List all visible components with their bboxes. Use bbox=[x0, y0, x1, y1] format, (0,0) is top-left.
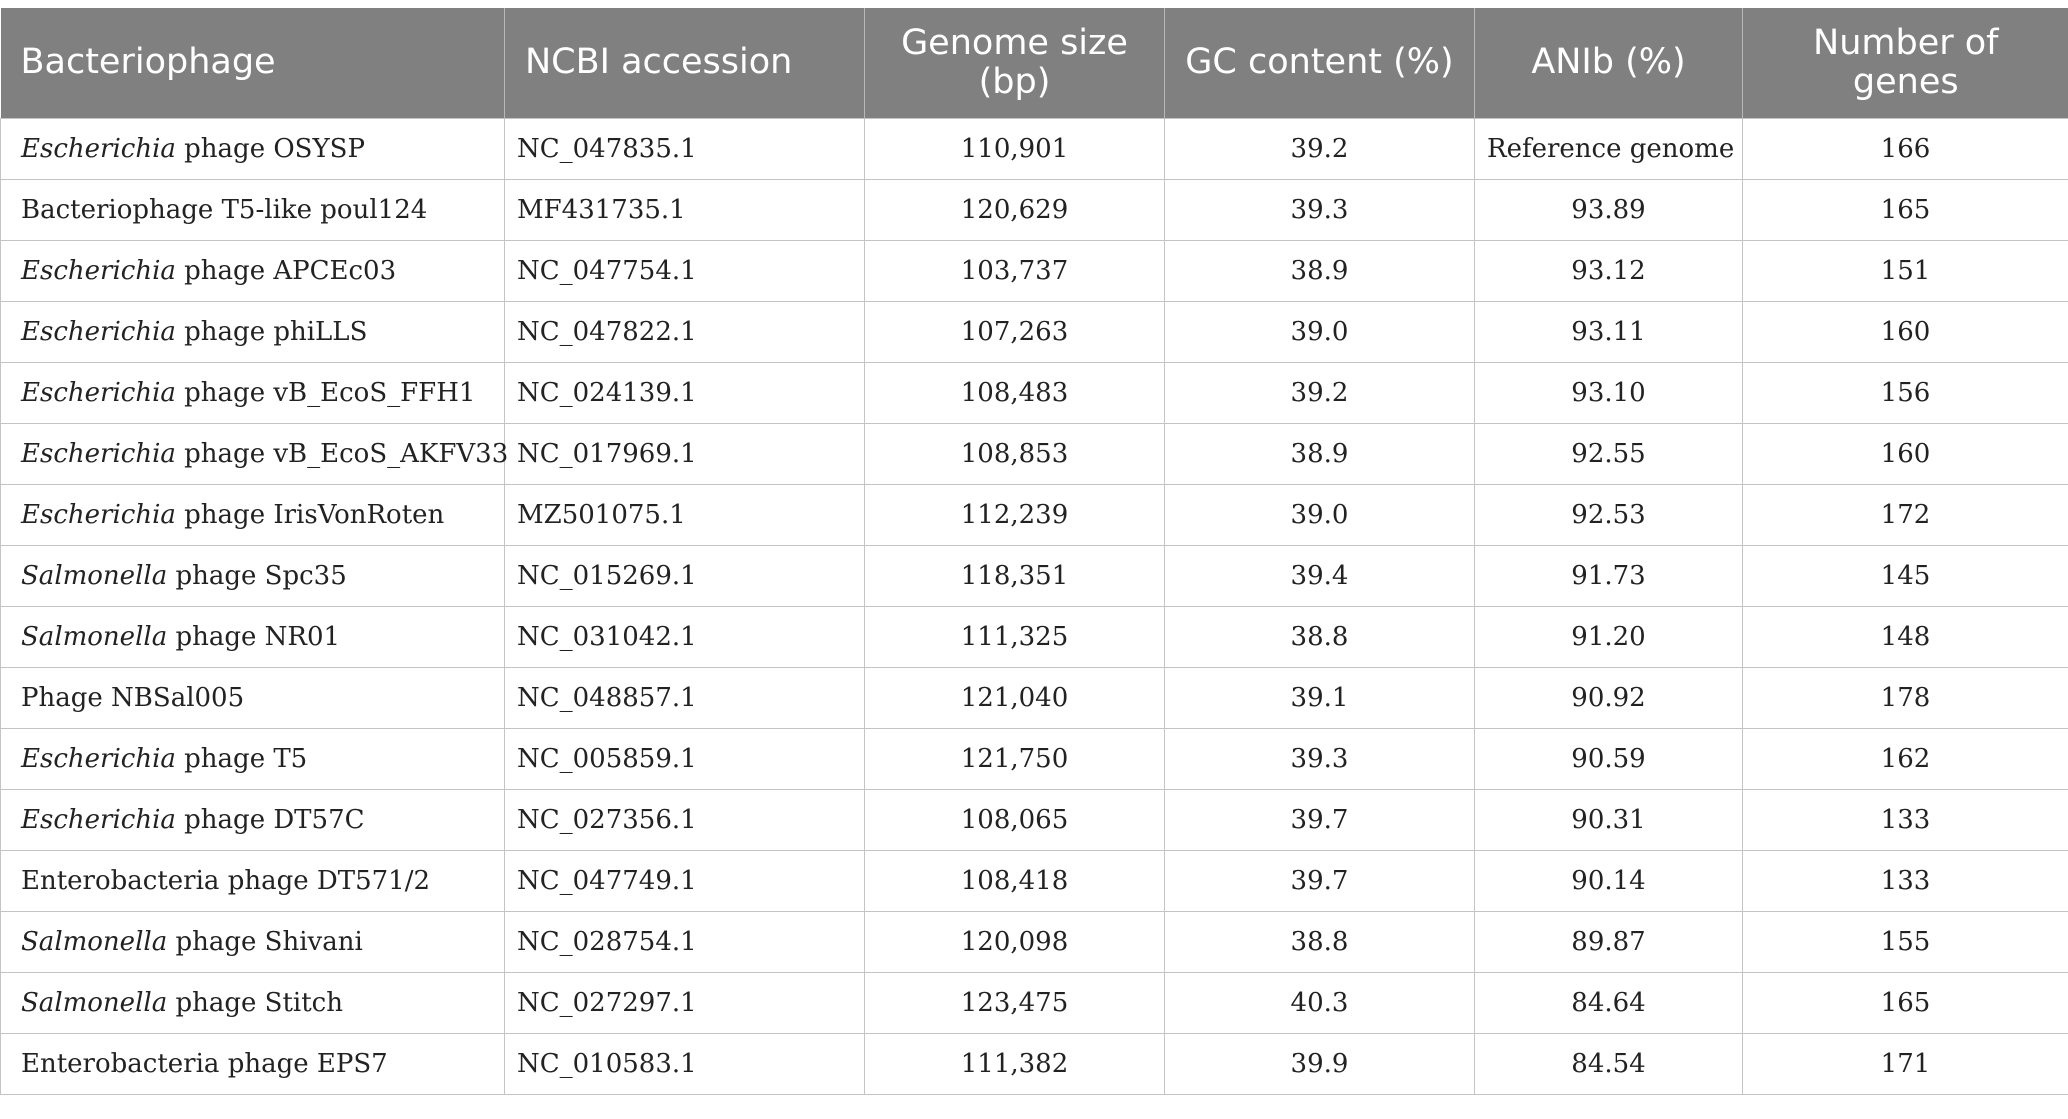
cell-number-of-genes: 165 bbox=[1743, 972, 2068, 1033]
cell-anib: 90.14 bbox=[1475, 850, 1743, 911]
table-row bbox=[1, 179, 2068, 240]
genus-name: Salmonella bbox=[21, 560, 168, 591]
cell-ncbi-accession: NC_017969.1 bbox=[505, 423, 865, 484]
cell-ncbi-accession: NC_031042.1 bbox=[505, 606, 865, 667]
header-ncbi-accession: NCBI accession bbox=[505, 8, 865, 118]
cell-gc-content: 39.1 bbox=[1165, 667, 1475, 728]
cell-ncbi-accession: MF431735.1 bbox=[505, 179, 865, 240]
cell-ncbi-accession: NC_027356.1 bbox=[505, 789, 865, 850]
cell-ncbi-accession: NC_024139.1 bbox=[505, 362, 865, 423]
cell-ncbi-accession: NC_047754.1 bbox=[505, 240, 865, 301]
cell-ncbi-accession: NC_015269.1 bbox=[505, 545, 865, 606]
cell-gc-content: 38.8 bbox=[1165, 606, 1475, 667]
cell-anib: 93.10 bbox=[1475, 362, 1743, 423]
phage-name: phage phiLLS bbox=[175, 316, 368, 347]
phage-name: phage vB_EcoS_AKFV33 bbox=[175, 438, 509, 469]
header-bacteriophage: Bacteriophage bbox=[1, 8, 505, 118]
header-row bbox=[1, 8, 2068, 118]
cell-genome-size: 108,418 bbox=[865, 850, 1165, 911]
cell-anib: 93.12 bbox=[1475, 240, 1743, 301]
phage-name: phage IrisVonRoten bbox=[175, 499, 445, 530]
cell-genome-size: 111,325 bbox=[865, 606, 1165, 667]
cell-bacteriophage bbox=[1, 1033, 505, 1094]
cell-bacteriophage bbox=[1, 728, 505, 789]
cell-anib: 90.59 bbox=[1475, 728, 1743, 789]
table-row bbox=[1, 667, 2068, 728]
cell-anib: 84.54 bbox=[1475, 1033, 1743, 1094]
cell-gc-content: 39.0 bbox=[1165, 484, 1475, 545]
cell-number-of-genes: 162 bbox=[1743, 728, 2068, 789]
cell-genome-size: 108,483 bbox=[865, 362, 1165, 423]
phage-name: phage Shivani bbox=[167, 926, 363, 957]
phage-name: Enterobacteria phage EPS7 bbox=[21, 1048, 388, 1079]
genus-name: Salmonella bbox=[21, 926, 168, 957]
phage-name: phage OSYSP bbox=[175, 133, 365, 164]
cell-gc-content: 38.9 bbox=[1165, 240, 1475, 301]
cell-genome-size: 112,239 bbox=[865, 484, 1165, 545]
table-row bbox=[1, 545, 2068, 606]
table-row bbox=[1, 423, 2068, 484]
cell-number-of-genes: 160 bbox=[1743, 423, 2068, 484]
header-genome-size: Genome size (bp) bbox=[865, 8, 1165, 118]
genus-name: Escherichia bbox=[21, 255, 176, 286]
phage-name: Bacteriophage T5-like poul124 bbox=[21, 194, 428, 225]
cell-genome-size: 110,901 bbox=[865, 118, 1165, 179]
cell-number-of-genes: 151 bbox=[1743, 240, 2068, 301]
cell-bacteriophage bbox=[1, 850, 505, 911]
cell-anib: 84.64 bbox=[1475, 972, 1743, 1033]
cell-anib: 91.73 bbox=[1475, 545, 1743, 606]
cell-ncbi-accession: MZ501075.1 bbox=[505, 484, 865, 545]
cell-genome-size: 103,737 bbox=[865, 240, 1165, 301]
cell-genome-size: 120,098 bbox=[865, 911, 1165, 972]
cell-anib: 91.20 bbox=[1475, 606, 1743, 667]
table-row bbox=[1, 301, 2068, 362]
cell-number-of-genes: 178 bbox=[1743, 667, 2068, 728]
cell-ncbi-accession: NC_047749.1 bbox=[505, 850, 865, 911]
header-number-of-genes: Number of genes bbox=[1743, 8, 2068, 118]
cell-number-of-genes: 133 bbox=[1743, 789, 2068, 850]
genus-name: Escherichia bbox=[21, 438, 176, 469]
table-row bbox=[1, 484, 2068, 545]
table-body bbox=[1, 118, 2068, 1094]
cell-ncbi-accession: NC_048857.1 bbox=[505, 667, 865, 728]
phage-name: phage Spc35 bbox=[167, 560, 347, 591]
cell-anib: 92.55 bbox=[1475, 423, 1743, 484]
cell-bacteriophage bbox=[1, 301, 505, 362]
cell-genome-size: 111,382 bbox=[865, 1033, 1165, 1094]
cell-genome-size: 123,475 bbox=[865, 972, 1165, 1033]
cell-genome-size: 108,853 bbox=[865, 423, 1165, 484]
cell-number-of-genes: 171 bbox=[1743, 1033, 2068, 1094]
cell-gc-content: 39.3 bbox=[1165, 728, 1475, 789]
genus-name: Escherichia bbox=[21, 377, 176, 408]
cell-number-of-genes: 155 bbox=[1743, 911, 2068, 972]
cell-anib: 90.92 bbox=[1475, 667, 1743, 728]
table-row bbox=[1, 240, 2068, 301]
cell-anib: Reference genome bbox=[1475, 118, 1743, 179]
cell-number-of-genes: 156 bbox=[1743, 362, 2068, 423]
cell-number-of-genes: 165 bbox=[1743, 179, 2068, 240]
cell-ncbi-accession: NC_010583.1 bbox=[505, 1033, 865, 1094]
genus-name: Escherichia bbox=[21, 804, 176, 835]
cell-gc-content: 40.3 bbox=[1165, 972, 1475, 1033]
cell-gc-content: 39.7 bbox=[1165, 850, 1475, 911]
cell-bacteriophage bbox=[1, 606, 505, 667]
cell-genome-size: 121,750 bbox=[865, 728, 1165, 789]
phage-name: phage Stitch bbox=[167, 987, 343, 1018]
cell-genome-size: 120,629 bbox=[865, 179, 1165, 240]
cell-gc-content: 39.2 bbox=[1165, 362, 1475, 423]
genus-name: Salmonella bbox=[21, 621, 168, 652]
phage-name: phage T5 bbox=[175, 743, 308, 774]
cell-anib: 89.87 bbox=[1475, 911, 1743, 972]
cell-genome-size: 107,263 bbox=[865, 301, 1165, 362]
cell-bacteriophage bbox=[1, 362, 505, 423]
table-row bbox=[1, 728, 2068, 789]
cell-gc-content: 39.9 bbox=[1165, 1033, 1475, 1094]
phage-comparison-table-container bbox=[0, 8, 2068, 1095]
cell-gc-content: 39.7 bbox=[1165, 789, 1475, 850]
table-row bbox=[1, 1033, 2068, 1094]
table-row bbox=[1, 850, 2068, 911]
cell-gc-content: 39.0 bbox=[1165, 301, 1475, 362]
cell-gc-content: 39.2 bbox=[1165, 118, 1475, 179]
phage-comparison-table bbox=[0, 8, 2068, 1095]
table-row bbox=[1, 606, 2068, 667]
cell-number-of-genes: 160 bbox=[1743, 301, 2068, 362]
table-row bbox=[1, 911, 2068, 972]
cell-genome-size: 121,040 bbox=[865, 667, 1165, 728]
cell-bacteriophage bbox=[1, 667, 505, 728]
cell-anib: 92.53 bbox=[1475, 484, 1743, 545]
phage-name: phage vB_EcoS_FFH1 bbox=[175, 377, 476, 408]
cell-gc-content: 38.9 bbox=[1165, 423, 1475, 484]
cell-bacteriophage bbox=[1, 789, 505, 850]
cell-anib: 93.89 bbox=[1475, 179, 1743, 240]
phage-name: Phage NBSal005 bbox=[21, 682, 245, 713]
cell-number-of-genes: 148 bbox=[1743, 606, 2068, 667]
cell-genome-size: 108,065 bbox=[865, 789, 1165, 850]
phage-name: Enterobacteria phage DT571/2 bbox=[21, 865, 430, 896]
cell-number-of-genes: 145 bbox=[1743, 545, 2068, 606]
cell-gc-content: 39.3 bbox=[1165, 179, 1475, 240]
cell-bacteriophage bbox=[1, 179, 505, 240]
genus-name: Salmonella bbox=[21, 987, 168, 1018]
phage-name: phage APCEc03 bbox=[175, 255, 397, 286]
table-row bbox=[1, 362, 2068, 423]
phage-name: phage NR01 bbox=[167, 621, 341, 652]
genus-name: Escherichia bbox=[21, 499, 176, 530]
cell-anib: 90.31 bbox=[1475, 789, 1743, 850]
genus-name: Escherichia bbox=[21, 316, 176, 347]
phage-name: phage DT57C bbox=[175, 804, 365, 835]
header-gc-content: GC content (%) bbox=[1165, 8, 1475, 118]
cell-bacteriophage bbox=[1, 118, 505, 179]
cell-bacteriophage bbox=[1, 484, 505, 545]
cell-gc-content: 39.4 bbox=[1165, 545, 1475, 606]
table-header bbox=[1, 8, 2068, 118]
cell-bacteriophage bbox=[1, 545, 505, 606]
cell-bacteriophage bbox=[1, 240, 505, 301]
cell-number-of-genes: 172 bbox=[1743, 484, 2068, 545]
cell-bacteriophage bbox=[1, 972, 505, 1033]
cell-anib: 93.11 bbox=[1475, 301, 1743, 362]
cell-ncbi-accession: NC_005859.1 bbox=[505, 728, 865, 789]
cell-ncbi-accession: NC_027297.1 bbox=[505, 972, 865, 1033]
cell-genome-size: 118,351 bbox=[865, 545, 1165, 606]
cell-gc-content: 38.8 bbox=[1165, 911, 1475, 972]
cell-number-of-genes: 133 bbox=[1743, 850, 2068, 911]
table-row bbox=[1, 118, 2068, 179]
genus-name: Escherichia bbox=[21, 133, 176, 164]
table-row bbox=[1, 789, 2068, 850]
genus-name: Escherichia bbox=[21, 743, 176, 774]
header-anib: ANIb (%) bbox=[1475, 8, 1743, 118]
cell-ncbi-accession: NC_047835.1 bbox=[505, 118, 865, 179]
cell-ncbi-accession: NC_047822.1 bbox=[505, 301, 865, 362]
cell-number-of-genes: 166 bbox=[1743, 118, 2068, 179]
cell-bacteriophage bbox=[1, 423, 509, 484]
cell-bacteriophage bbox=[1, 911, 505, 972]
table-row bbox=[1, 972, 2068, 1033]
cell-ncbi-accession: NC_028754.1 bbox=[505, 911, 865, 972]
